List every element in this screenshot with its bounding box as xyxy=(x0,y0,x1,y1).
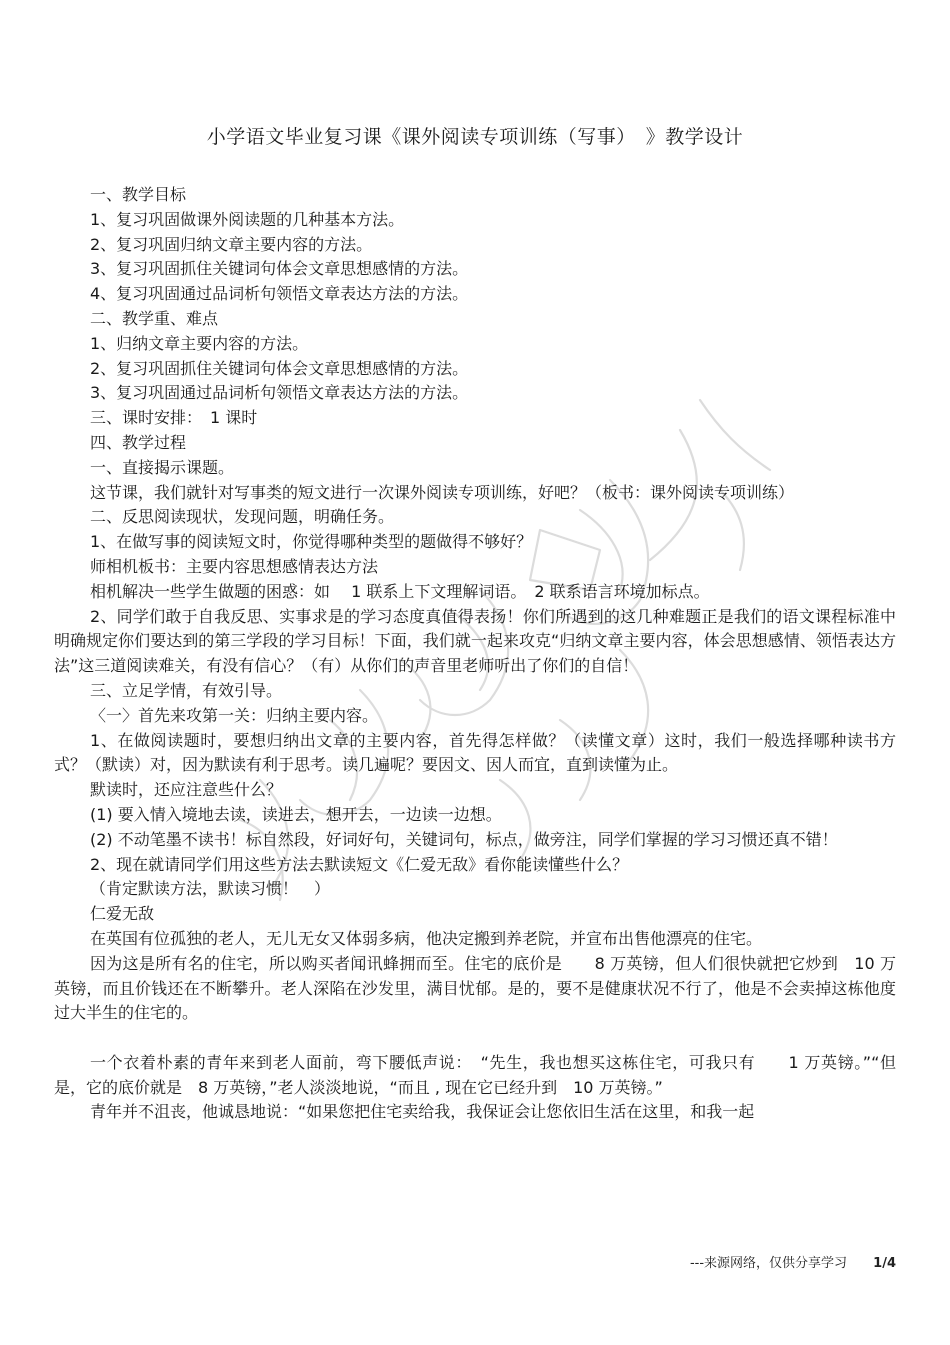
paragraph: 一、直接揭示课题。 xyxy=(90,457,235,477)
paragraph: 相机解决一些学生做题的困惑：如 1 联系上下文理解词语。 2 联系语言环境加标点。 xyxy=(90,581,710,601)
paragraph: 三、课时安排： 1 课时 xyxy=(90,408,258,428)
paragraph: 二、反思阅读现状，发现问题，明确任务。 xyxy=(90,507,395,527)
page-number: 1/4 xyxy=(873,1256,896,1271)
paragraph: 2、复习巩固归纳文章主要内容的方法。 xyxy=(90,234,373,254)
paragraph: 四、教学过程 xyxy=(90,432,187,452)
paragraph: 青年并不沮丧，他诚恳地说：“如果您把住宅卖给我，我保证会让您依旧生活在这里，和我一起 xyxy=(90,1102,755,1122)
paragraph: （肯定默读方法，默读习惯！ ） xyxy=(90,879,331,899)
paragraph: 一、教学目标 xyxy=(90,185,187,204)
paragraph: 1、复习巩固做课外阅读题的几种基本方法。 xyxy=(90,209,405,229)
paragraph: (2) 不动笔墨不读书！标自然段，好词好句，关键词句，标点，做旁注，同学们掌握的学习习惯还真不错！ xyxy=(90,829,838,849)
paragraph: 1、在做阅读题时，要想归纳出文章的主要内容，首先得怎样做？（读懂文章）这时，我们一般选择哪种读书方式？（默读）对，因为默读有利于思考。读几遍呢？要因文、因人而宜，直到读懂为止。 xyxy=(54,730,896,775)
paragraph: 二、教学重、难点 xyxy=(90,308,219,328)
paragraph: (1) 要入情入境地去读，读进去，想开去，一边读一边想。 xyxy=(90,804,502,824)
paragraph: 2、复习巩固抓住关键词句体会文章思想感情的方法。 xyxy=(90,358,469,378)
source-note: ---来源网络，仅供分享学习 xyxy=(689,1256,848,1271)
document-title: 小学语文毕业复习课《课外阅读专项训练（写事） 》教学设计 xyxy=(206,126,744,148)
story-title: 仁爱无敌 xyxy=(90,904,155,924)
paragraph: 3、复习巩固抓住关键词句体会文章思想感情的方法。 xyxy=(90,259,469,279)
paragraph: 因为这是所有名的住宅，所以购买者闻讯蜂拥而至。住宅的底价是 8 万英镑，但人们很快就把它炒到 10 万英镑，而且价钱还在不断攀升。老人深陷在沙发里，满目忧郁。是的，要不是健康状况不行了，他是不会卖掉这栋他度过大半生的住宅的。 xyxy=(54,953,896,1023)
paragraph: 3、复习巩固通过品词析句领悟文章表达方法的方法。 xyxy=(90,383,469,403)
paragraph: 1、归纳文章主要内容的方法。 xyxy=(90,333,309,353)
page-footer xyxy=(690,1252,896,1271)
paragraph: 三、立足学情，有效引导。 xyxy=(90,680,283,700)
paragraph: 2、同学们敢于自我反思、实事求是的学习态度真值得表扬！你们所遇到的这几种难题正是我们的语文课程标准中明确规定你们要达到的第三学段的学习目标！下面，我们就一起来攻克“归纳文章主要内容，体会思想感情、领悟表达方法”这三道阅读难关，有没有信心？（有）从你们的声音里老师听出了你们的自信！ xyxy=(54,606,896,676)
document-body xyxy=(54,183,896,1125)
paragraph: 2、现在就请同学们用这些方法去默读短文《仁爱无敌》看你能读懂些什么？ xyxy=(90,854,629,874)
paragraph: 在英国有位孤独的老人，无儿无女又体弱多病，他决定搬到养老院，并宣布出售他漂亮的住宅。 xyxy=(90,928,763,948)
blank-line xyxy=(54,1026,896,1051)
paragraph: 这节课，我们就针对写事类的短文进行一次课外阅读专项训练，好吧？（板书：课外阅读专项训练） xyxy=(90,482,795,502)
paragraph: 默读时，还应注意些什么？ xyxy=(90,780,283,800)
paragraph: 〈一〉首先来攻第一关：归纳主要内容。 xyxy=(90,705,379,725)
paragraph: 4、复习巩固通过品词析句领悟文章表达方法的方法。 xyxy=(90,284,469,304)
paragraph: 师相机板书：主要内容思想感情表达方法 xyxy=(90,556,379,576)
paragraph: 一个衣着朴素的青年来到老人面前，弯下腰低声说： “先生，我也想买这栋住宅，可我只有 1 万英镑。”“但是，它的底价就是 8 万英镑，”老人淡淡地说，“而且 , 现在它已经升到 10 万英镑。” xyxy=(54,1052,896,1097)
paragraph: 1、在做写事的阅读短文时，你觉得哪种类型的题做得不够好？ xyxy=(90,532,533,552)
